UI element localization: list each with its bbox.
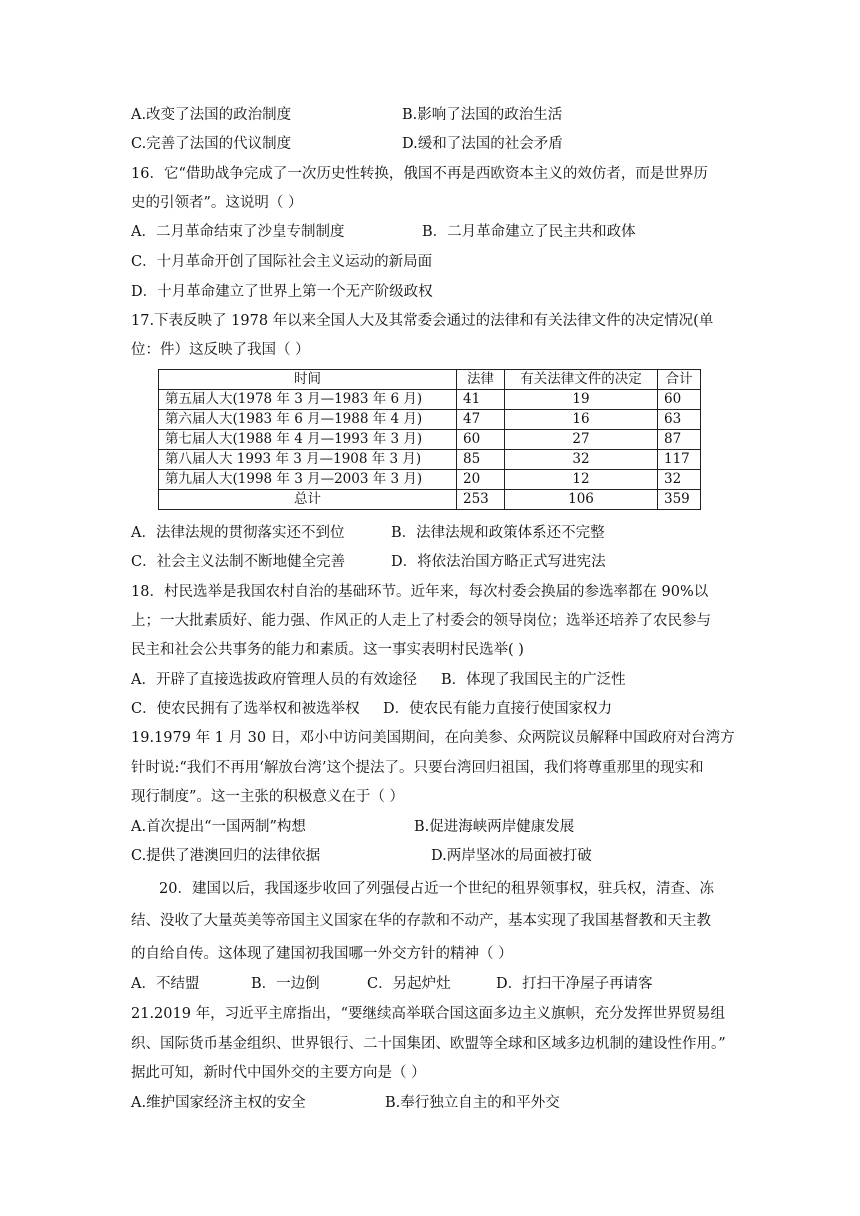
q18-stem-line-2: 上；一大批素质好、能力强、作风正的人走上了村委会的领导岗位；选举还培养了农民参与	[131, 613, 711, 629]
q21-option-b: B.奉行独立自主的和平外交	[385, 1095, 560, 1111]
table-cell: 41	[457, 390, 505, 410]
q17-stem-line-2: 位：件）这反映了我国（ ）	[131, 342, 310, 358]
table-cell: 20	[457, 470, 505, 490]
table-cell: 第七届人大(1988 年 4 月—1993 年 3 月)	[159, 430, 457, 450]
table-cell: 117	[658, 450, 701, 470]
q15-option-b: B.影响了法国的政治生活	[402, 107, 563, 123]
table-cell: 16	[505, 410, 658, 430]
q17-option-c: C．社会主义法制不断地健全完善	[131, 554, 346, 570]
q19-option-c: C.提供了港澳回归的法律依据	[131, 848, 321, 864]
law-statistics-table	[158, 369, 701, 510]
q17-stem-line-1: 17.下表反映了 1978 年以来全国人大及其常委会通过的法律和有关法律文件的决定情况(单	[131, 313, 714, 329]
table-cell: 85	[457, 450, 505, 470]
table-cell: 32	[658, 470, 701, 490]
q15-option-c: C.完善了法国的代议制度	[131, 136, 292, 152]
table-cell: 总计	[159, 490, 457, 510]
q19-option-d: D.两岸坚冰的局面被打破	[431, 848, 592, 864]
table-cell: 32	[505, 450, 658, 470]
q16-stem-line-1: 16．它“借助战争完成了一次历史性转换，俄国不再是西欧资本主义的效仿者，而是世界历	[131, 166, 708, 182]
table-row	[159, 430, 701, 450]
q19-stem-line-1: 19.1979 年 1 月 30 日，邓小中访问美国期间，在向美参、众两院议员解释中国政府对台湾方	[131, 730, 735, 746]
q18-stem-line-1: 18．村民选举是我国农村自治的基础环节。近年来，每次村委会换届的参选率都在 90%以	[131, 584, 709, 600]
q16-option-a: A．二月革命结束了沙皇专制制度	[131, 224, 345, 240]
q20-stem-line-3: 的自给自传。这体现了建国初我国哪一外交方针的精神（ ）	[131, 946, 513, 962]
table-cell: 27	[505, 430, 658, 450]
table-row	[159, 470, 701, 490]
q18-option-d: D．使农民有能力直接行使国家权力	[383, 701, 613, 717]
table-header-cell: 有关法律文件的决定	[505, 370, 658, 390]
q20-stem-line-1: 20．建国以后，我国逐步收回了列强侵占近一个世纪的租界领事权，驻兵权，清查、冻	[159, 881, 714, 897]
q20-stem-line-2: 结、没收了大量英美等帝国主义国家在华的存款和不动产，基本实现了我国基督教和天主教	[131, 913, 711, 929]
table-header-cell: 时间	[159, 370, 457, 390]
table-header-row	[159, 370, 701, 390]
table-cell: 第八届人大 1993 年 3 月—1908 年 3 月)	[159, 450, 457, 470]
q16-option-c: C．十月革命开创了国际社会主义运动的新局面	[131, 254, 433, 270]
table-row	[159, 410, 701, 430]
table-cell: 第九届人大(1998 年 3 月—2003 年 3 月)	[159, 470, 457, 490]
q21-stem-line-2: 织、国际货币基金组织、世界银行、二十国集团、欧盟等全球和区域多边机制的建设性作用。”	[131, 1036, 726, 1052]
q20-option-d: D．打扫干净屋子再请客	[496, 976, 653, 992]
table-header-cell: 法律	[457, 370, 505, 390]
q16-option-b: B．二月革命建立了民主共和政体	[422, 224, 636, 240]
table-total-row	[159, 490, 701, 510]
table-cell: 60	[457, 430, 505, 450]
table-row	[159, 390, 701, 410]
q17-option-a: A．法律法规的贯彻落实还不到位	[131, 525, 345, 541]
table-cell: 106	[505, 490, 658, 510]
q18-option-a: A．开辟了直接选拔政府管理人员的有效途径	[131, 672, 417, 688]
table-cell: 第五届人大(1978 年 3 月—1983 年 6 月)	[159, 390, 457, 410]
q18-option-b: B．体现了我国民主的广泛性	[441, 672, 626, 688]
table-cell: 19	[505, 390, 658, 410]
q21-option-a: A.维护国家经济主权的安全	[131, 1095, 306, 1111]
q16-option-d: D．十月革命建立了世界上第一个无产阶级政权	[131, 284, 433, 300]
table-cell: 47	[457, 410, 505, 430]
q15-option-a: A.改变了法国的政治制度	[131, 107, 292, 123]
table-cell: 12	[505, 470, 658, 490]
q19-option-b: B.促进海峡两岸健康发展	[414, 819, 575, 835]
q17-option-b: B．法律法规和政策体系还不完整	[391, 525, 605, 541]
table-row	[159, 450, 701, 470]
q21-stem-line-1: 21.2019 年，习近平主席指出，“要继续高举联合国这面多边主义旗帜，充分发挥世界贸易组	[131, 1006, 725, 1022]
table-cell: 第六届人大(1983 年 6 月—1988 年 4 月)	[159, 410, 457, 430]
q21-stem-line-3: 据此可知，新时代中国外交的主要方向是（ ）	[131, 1065, 426, 1081]
q16-stem-line-2: 史的引领者”。这说明（ ）	[131, 195, 303, 211]
q20-option-b: B．一边倒	[251, 976, 320, 992]
table-cell: 87	[658, 430, 701, 450]
q19-stem-line-2: 针时说:“我们不再用‘解放台湾’这个提法了。只要台湾回归祖国，我们将尊重那里的现实和	[131, 760, 704, 776]
table-cell: 63	[658, 410, 701, 430]
q20-option-c: C．另起炉灶	[367, 976, 451, 992]
q19-stem-line-3: 现行制度”。这一主张的积极意义在于（ ）	[131, 789, 405, 805]
q18-option-c: C．使农民拥有了选举权和被选举权	[131, 701, 360, 717]
q19-option-a: A.首次提出“一国两制”构想	[131, 819, 306, 835]
q20-option-a: A．不结盟	[131, 976, 200, 992]
table-cell: 359	[658, 490, 701, 510]
table-header-cell: 合计	[658, 370, 701, 390]
table-cell: 60	[658, 390, 701, 410]
q17-option-d: D．将依法治国方略正式写进宪法	[391, 554, 606, 570]
table-cell: 253	[457, 490, 505, 510]
q18-stem-line-3: 民主和社会公共事务的能力和素质。这一事实表明村民选举( )	[131, 642, 524, 658]
q15-option-d: D.缓和了法国的社会矛盾	[402, 136, 563, 152]
